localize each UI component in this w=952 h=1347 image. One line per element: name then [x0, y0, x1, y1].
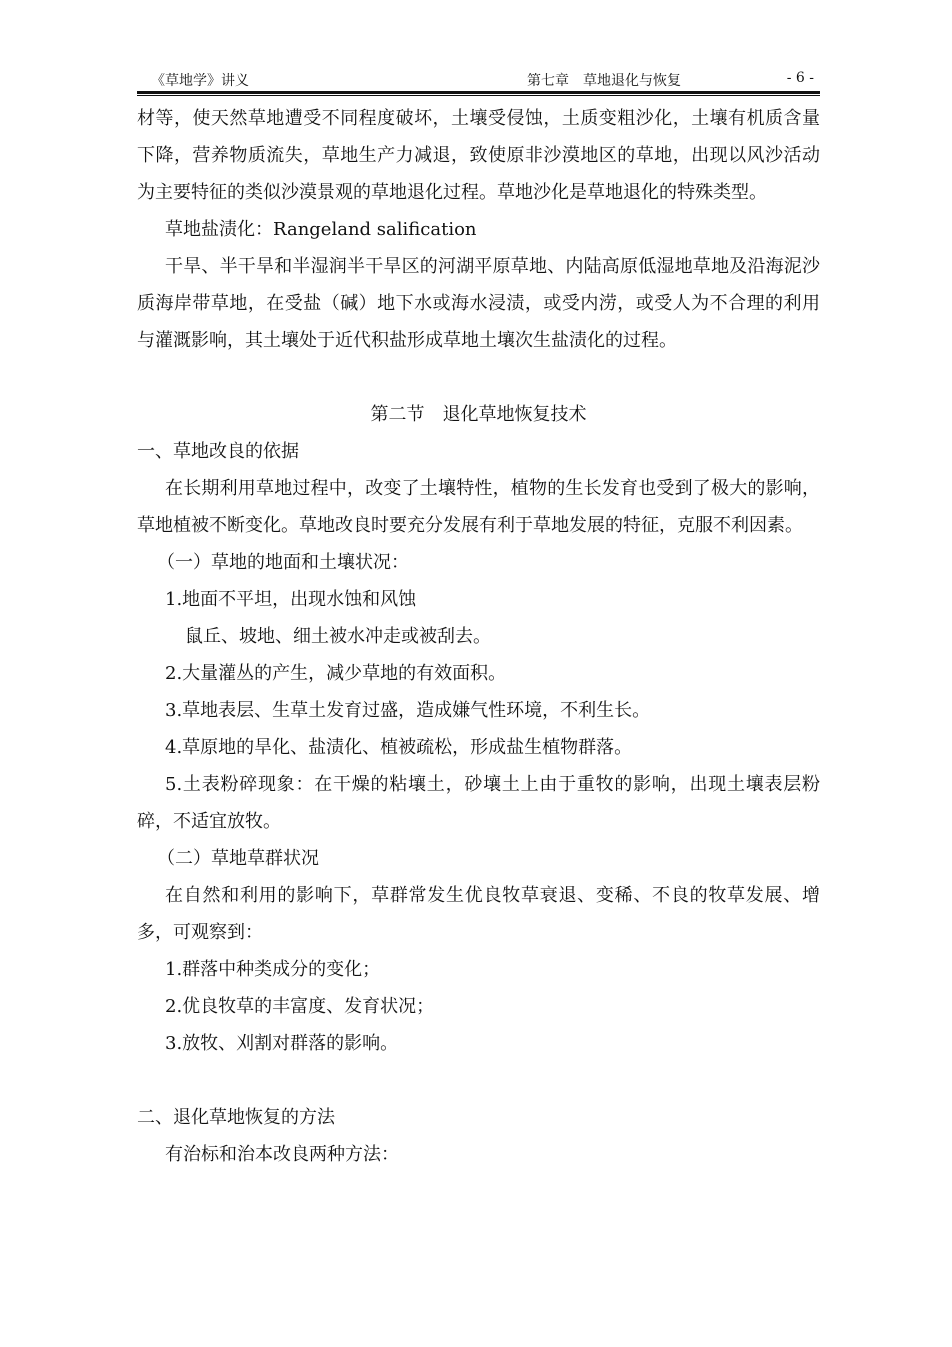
running-header [137, 66, 820, 92]
header-rule-thin [137, 95, 820, 96]
paragraph-salinization: 干旱、半干旱和半湿润半干旱区的河湖平原草地、内陆高原低湿地草地及沿海泥沙质海岸带草地，在受盐（碱）地下水或海水浸渍，或受内涝，或受人为不合理的利用与灌溉影响，其土壤处于近代积盐形成草地土壤次生盐渍化的过程。 [137, 256, 820, 351]
list-item-4: 4.草原地的旱化、盐渍化、植被疏松，形成盐生植物群落。 [165, 737, 633, 758]
heading-basis: 一、草地改良的依据 [137, 441, 299, 462]
header-chapter-title: 第七章 草地退化与恢复 [527, 73, 681, 89]
header-book-title: 《草地学》讲义 [151, 73, 249, 89]
term-salinization: 草地盐渍化：Rangeland salification [165, 219, 477, 240]
section-title: 第二节 退化草地恢复技术 [370, 404, 587, 425]
paragraph-basis: 在长期利用草地过程中，改变了土壤特性，植物的生长发育也受到了极大的影响，草地植被不断变化。草地改良时要充分发展有利于草地发展的特征，克服不利因素。 [137, 478, 820, 536]
heading-restoration-methods: 二、退化草地恢复的方法 [137, 1107, 335, 1128]
paragraph-grass-community: 在自然和利用的影响下，草群常发生优良牧草衰退、变稀、不良的牧草发展、增多，可观察到： [137, 885, 820, 943]
paragraph-restoration-methods: 有治标和治本改良两种方法： [165, 1144, 399, 1165]
spacer [137, 359, 820, 396]
observation-item-2: 2.优良牧草的丰富度、发育状况； [165, 996, 435, 1017]
paragraph-desertification: 材等，使天然草地遭受不同程度破坏，土壤受侵蚀，土质变粗沙化，土壤有机质含量下降，营养物质流失，草地生产力减退，致使原非沙漠地区的草地，出现以风沙活动为主要特征的类似沙漠景观的草地退化过程。草地沙化是草地退化的特殊类型。 [137, 108, 820, 203]
subheading-grass-community: （二）草地草群状况 [157, 848, 319, 869]
header-page-number: - 6 - [786, 70, 814, 86]
list-item-3: 3.草地表层、生草土发育过盛，造成嫌气性环境，不利生长。 [165, 700, 651, 721]
spacer [137, 1062, 820, 1099]
observation-item-1: 1.群落中种类成分的变化； [165, 959, 381, 980]
document-body [137, 100, 820, 1173]
list-item-2: 2.大量灌丛的产生，减少草地的有效面积。 [165, 663, 507, 684]
list-item-1: 1.地面不平坦，出现水蚀和风蚀 [165, 589, 417, 610]
list-item-1-detail: 鼠丘、坡地、细土被水冲走或被刮去。 [185, 626, 491, 647]
header-rule-thick [137, 91, 820, 94]
subheading-ground-soil: （一）草地的地面和土壤状况： [157, 552, 409, 573]
observation-item-3: 3.放牧、刈割对群落的影响。 [165, 1033, 399, 1054]
list-item-5: 5.土表粉碎现象：在干燥的粘壤土，砂壤土上由于重牧的影响，出现土壤表层粉碎，不适宜放牧。 [137, 774, 820, 832]
